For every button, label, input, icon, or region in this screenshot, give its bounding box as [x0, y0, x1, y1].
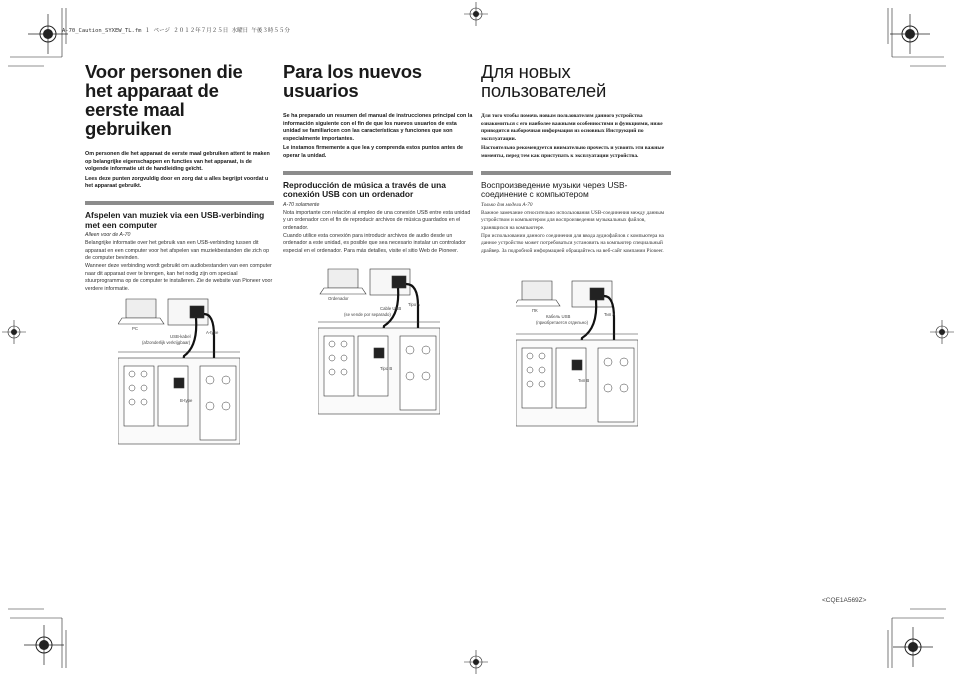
plug-a-label: Tipo A: [408, 302, 421, 307]
plug-b-label: Тип B: [578, 378, 590, 383]
plug-b-label: Tipo B: [380, 366, 393, 371]
model-note: A-70 solamente: [283, 201, 320, 208]
body-paragraph: При использовании данного соединения для ввода аудиофайлов с компьютера на данное устройство может потребоваться установить на компьютер специальный драйвер. За подробной информацией обращайтесь на веб-сайт компании Pioneer.: [481, 232, 664, 254]
section-divider: [283, 171, 473, 175]
body-paragraph: Nota importante con relación al empleo de una conexión USB entre esta unidad y un ordenador con el fin de reproducir archivos de música guardados en el ordenador.: [283, 209, 471, 231]
usb-connection-diagram: [318, 266, 440, 416]
intro-paragraph: Om personen die het apparaat de eerste maal gebruiken attent te maken op belangrijke eigenschappen en functies van het apparaat, is de volgende informatie uit de handleiding geïcht.: [85, 151, 270, 173]
computer-label: ПК: [532, 308, 538, 313]
model-note: Alleen voor de A-70: [85, 232, 131, 239]
body-paragraph: Belangrijke informatie over het gebruik van een USB-verbinding tussen dit apparaat en een computer voor het afspelen van muziekbestanden die zich op de computer bevinden.: [85, 240, 270, 261]
cable-label: Cable USB: [380, 306, 402, 311]
model-note: Только для модели A-70: [481, 201, 533, 208]
cable-sublabel: (приобретается отдельно): [536, 320, 588, 325]
column-spanish: [283, 62, 473, 256]
part-number: <CQE1A569Z>: [822, 597, 867, 604]
cable-label: Кабель USB: [546, 314, 571, 319]
intro-paragraph: Se ha preparado un resumen del manual de instrucciones principal con la información siguiente con el fin de que los nuevos usuarios de esta unidad se familiaricen con las características y funciones que son especialmente importantes.: [283, 113, 473, 142]
computer-label: PC: [132, 326, 138, 331]
column-title: Для новых пользователей: [481, 61, 607, 101]
plug-a-label: Тип A: [604, 312, 616, 317]
section-heading: Reproducción de música a través de una conexión USB con un ordenador: [283, 179, 446, 200]
cable-sublabel: (afzonderlijk verkrijgbaar): [142, 340, 191, 345]
usb-connection-diagram: [118, 296, 240, 446]
cable-label: USB-kabel: [170, 334, 191, 339]
intro-paragraph: Lees deze punten zorgvuldig door en zorg dat u alles begrijpt voordat u het apparaat gebruikt.: [85, 175, 269, 190]
column-title: Para los nuevos usuarios: [283, 61, 422, 101]
computer-label: Ordenador: [328, 296, 349, 301]
file-header: A-70_Caution_SYXEW_TL.fm １ ページ ２０１２年７月２５日 水曜日 午後３時５５分: [62, 28, 290, 34]
column-russian: [481, 62, 671, 256]
section-heading: Afspelen van muziek via een USB-verbinding met een computer: [85, 209, 265, 230]
body-paragraph: Cuando utilice esta conexión para introducir archivos de audio desde un ordenador a este unidad, es posible que sea necesario instalar un controlador especial en el ordenador. Para más detalles, visite el sitio Web de Pioneer.: [283, 232, 466, 254]
column-title: Voor personen die het apparaat de eerste maal gebruiken: [85, 61, 243, 139]
usb-connection-diagram: [516, 278, 638, 428]
intro-paragraph: Le instamos firmemente a que lea y comprenda estos puntos antes de operar la unidad.: [283, 145, 464, 159]
cable-sublabel: (se vende por separado): [344, 312, 391, 317]
section-divider: [85, 201, 274, 205]
intro-paragraph: Настоятельно рекомендуется внимательно прочесть и усвоить эти важные моменты, перед тем как приступать к эксплуатации устройства.: [481, 145, 664, 159]
body-paragraph: Важное замечание относительно использования USB-соединения между данным устройством и компьютером для воспроизведения музыкальных файлов, хранящихся на компьютере.: [481, 209, 665, 231]
body-paragraph: Wanneer deze verbinding wordt gebruikt om audiobestanden van een computer naar dit apparaat over te brengen, kan het nodig zijn om speciaal stuurprogramma op de computer te installeren. Zie de website van Pioneer voor verdere informatie.: [85, 263, 273, 292]
intro-paragraph: Для того чтобы помочь новым пользователям данного устройства ознакомиться с его наиболее важными особенностями и функциями, ниже приводится выборочная информация из основных Инструкций по эксплуатации.: [481, 113, 663, 142]
plug-b-label: B-type: [180, 398, 193, 403]
plug-a-label: A-type: [206, 330, 219, 335]
section-divider: [481, 171, 671, 175]
column-dutch: [85, 62, 274, 294]
section-heading: Воспроизведение музыки через USB-соединение с компьютером: [481, 179, 628, 200]
